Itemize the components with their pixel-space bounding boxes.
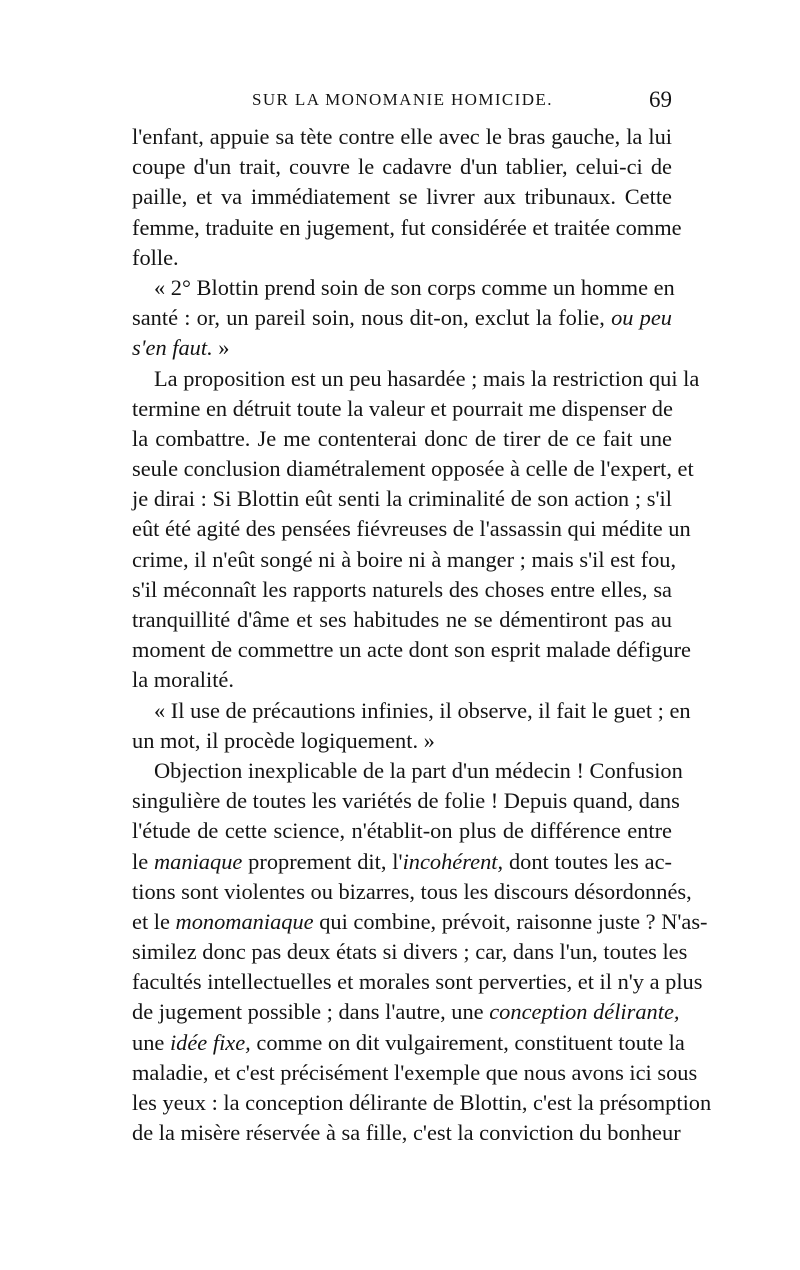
text-line: et le monomaniaque qui combine, prévoit, raisonne juste ? N'as- xyxy=(132,908,708,934)
text-line: s'en faut. » xyxy=(132,335,230,361)
text-line: « Il use de précautions infinies, il observe, il fait le guet ; en xyxy=(154,697,691,723)
text-line: l'étude de cette science, n'établit-on plus de différence entre xyxy=(132,818,672,844)
text-line: singulière de toutes les variétés de folie ! Depuis quand, dans xyxy=(132,788,680,814)
text-line: le maniaque proprement dit, l'incohérent, dont toutes les ac- xyxy=(132,848,672,874)
text-line: une idée fixe, comme on dit vulgairement, constituent toute la xyxy=(132,1029,685,1055)
text-line: tions sont violentes ou bizarres, tous les discours désordonnés, xyxy=(132,878,692,904)
text-line: crime, il n'eût songé ni à boire ni à manger ; mais s'il est fou, xyxy=(132,546,677,572)
text-line: l'enfant, appuie sa tète contre elle avec le bras gauche, la lui xyxy=(132,124,672,149)
text-line: s'il méconnaît les rapports naturels des choses entre elles, sa xyxy=(132,576,672,602)
text-line: similez donc pas deux états si divers ; car, dans l'un, toutes les xyxy=(132,939,688,965)
text-line: seule conclusion diamétralement opposée à celle de l'expert, et xyxy=(132,456,694,482)
text-line: eût été agité des pensées fiévreuses de l'assassin qui médite un xyxy=(132,516,691,542)
text-line: facultés intellectuelles et morales sont perverties, et il n'y a plus xyxy=(132,969,703,995)
text-line: coupe d'un trait, couvre le cadavre d'un tablier, celui-ci de xyxy=(132,154,672,180)
page-number: 69 xyxy=(649,87,672,112)
text-line: la moralité. xyxy=(132,667,234,693)
text-line: La proposition est un peu hasardée ; mais la restriction qui la xyxy=(154,365,700,391)
text-line: paille, et va immédiatement se livrer aux tribunaux. Cette xyxy=(132,184,672,210)
text-line: la combattre. Je me contenterai donc de tirer de ce fait une xyxy=(132,425,672,451)
text-line: folle. xyxy=(132,244,179,270)
text-line: tranquillité d'âme et ses habitudes ne se démentiront pas au xyxy=(132,607,672,632)
text-line: un mot, il procède logiquement. » xyxy=(132,727,435,753)
text-line: « 2° Blottin prend soin de son corps comme un homme en xyxy=(154,274,675,300)
text-line: maladie, et c'est précisément l'exemple que nous avons ici sous xyxy=(132,1059,698,1085)
text-line: femme, traduite en jugement, fut considérée et traitée comme xyxy=(132,214,682,240)
text-line: Objection inexplicable de la part d'un médecin ! Confusion xyxy=(154,757,683,783)
text-line: de la misère réservée à sa fille, c'est la conviction du bonheur xyxy=(132,1120,681,1146)
body-text xyxy=(132,122,712,1148)
page-header xyxy=(132,87,672,118)
text-line: santé : or, un pareil soin, nous dit-on, exclut la folie, ou peu xyxy=(132,305,672,331)
text-line: moment de commettre un acte dont son esprit malade défigure xyxy=(132,637,691,663)
text-line: de jugement possible ; dans l'autre, une conception délirante, xyxy=(132,999,680,1025)
text-line: termine en détruit toute la valeur et pourrait me dispenser de xyxy=(132,395,673,421)
text-line: je dirai : Si Blottin eût senti la criminalité de son action ; s'il xyxy=(132,486,672,512)
running-title: SUR LA MONOMANIE HOMICIDE. xyxy=(252,90,553,109)
text-line: les yeux : la conception délirante de Blottin, c'est la présomption xyxy=(132,1090,712,1115)
